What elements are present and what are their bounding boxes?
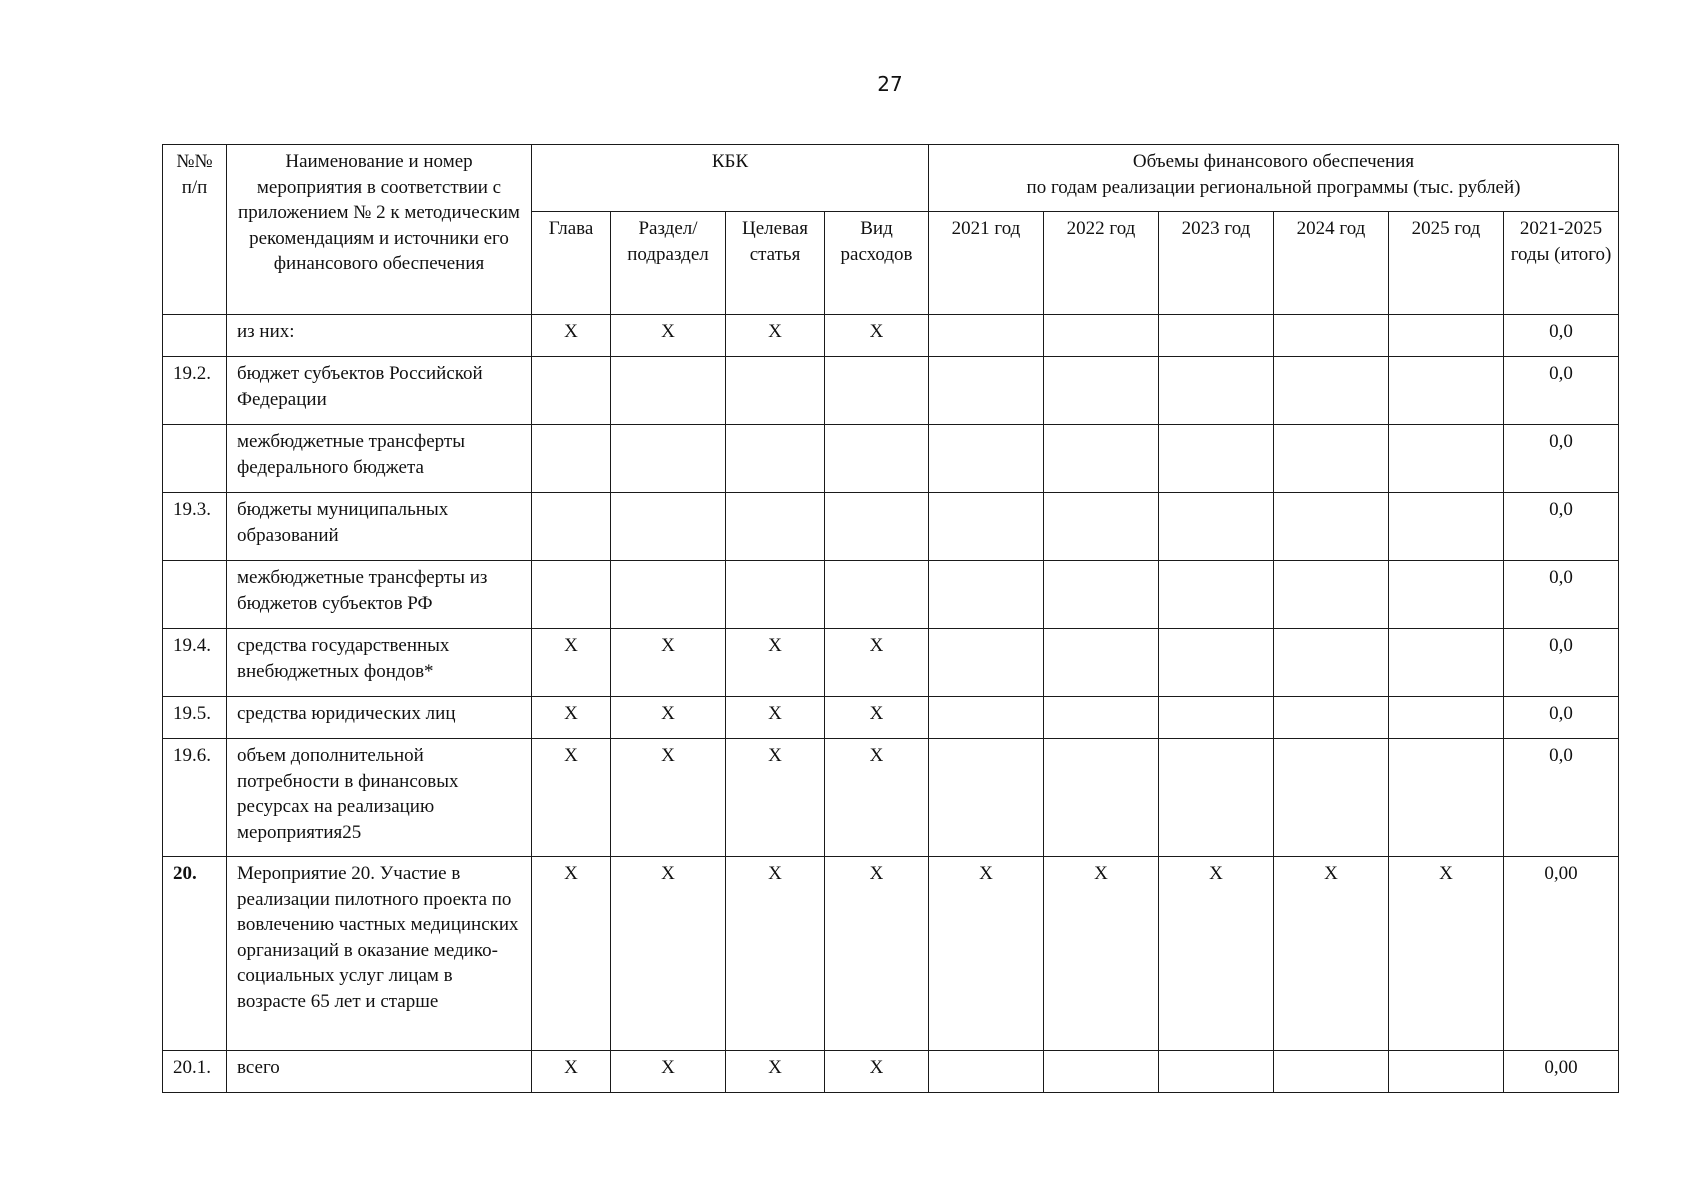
cell-total: 0,0 — [1504, 425, 1619, 493]
cell-razdel: X — [611, 697, 726, 739]
cell-2024 — [1274, 315, 1389, 357]
cell-glava — [532, 425, 611, 493]
table-row — [163, 629, 1619, 697]
cell-razdel — [611, 425, 726, 493]
row-number — [163, 315, 227, 357]
cell-razdel — [611, 357, 726, 425]
cell-razdel: X — [611, 1051, 726, 1093]
cell-2021 — [929, 629, 1044, 697]
cell-2023: X — [1159, 857, 1274, 1051]
cell-2023 — [1159, 315, 1274, 357]
row-name: объем дополнительной потребности в финансовых ресурсах на реализацию мероприятия25 — [227, 739, 532, 857]
table-row — [163, 561, 1619, 629]
row-number: 19.4. — [163, 629, 227, 697]
cell-statya: X — [726, 629, 825, 697]
cell-razdel — [611, 493, 726, 561]
row-name: бюджет субъектов Российской Федерации — [227, 357, 532, 425]
header-kbk-statya: Целевая статья — [726, 212, 825, 315]
cell-total: 0,00 — [1504, 857, 1619, 1051]
cell-total: 0,0 — [1504, 739, 1619, 857]
cell-2023 — [1159, 357, 1274, 425]
cell-statya: X — [726, 315, 825, 357]
cell-statya: X — [726, 1051, 825, 1093]
cell-vid — [825, 493, 929, 561]
cell-glava: X — [532, 315, 611, 357]
header-year-total: 2021-2025 годы (итого) — [1504, 212, 1619, 315]
cell-2023 — [1159, 739, 1274, 857]
cell-vid: X — [825, 697, 929, 739]
cell-statya — [726, 425, 825, 493]
table-row — [163, 1051, 1619, 1093]
row-number: 19.6. — [163, 739, 227, 857]
cell-2025 — [1389, 357, 1504, 425]
cell-vid: X — [825, 629, 929, 697]
funding-table — [162, 144, 1619, 1093]
cell-2022 — [1044, 315, 1159, 357]
cell-glava: X — [532, 629, 611, 697]
header-kbk-glava: Глава — [532, 212, 611, 315]
cell-statya: X — [726, 739, 825, 857]
cell-vid: X — [825, 1051, 929, 1093]
row-name: Мероприятие 20. Участие в реализации пилотного проекта по вовлечению частных медицинских организаций в оказание медико-социальных услуг лицам в возрасте 65 лет и старше — [227, 857, 532, 1051]
cell-2022 — [1044, 1051, 1159, 1093]
row-number: 19.5. — [163, 697, 227, 739]
cell-total: 0,0 — [1504, 561, 1619, 629]
cell-glava: X — [532, 739, 611, 857]
cell-statya — [726, 493, 825, 561]
cell-total: 0,0 — [1504, 697, 1619, 739]
header-name: Наименование и номер мероприятия в соответствии с приложением № 2 к методическим рекомендациям и источники его финансового обеспечения — [227, 145, 532, 315]
cell-2022 — [1044, 629, 1159, 697]
cell-2021 — [929, 357, 1044, 425]
table-row — [163, 425, 1619, 493]
cell-total: 0,0 — [1504, 357, 1619, 425]
cell-vid — [825, 357, 929, 425]
cell-vid: X — [825, 857, 929, 1051]
cell-2023 — [1159, 493, 1274, 561]
cell-2022: X — [1044, 857, 1159, 1051]
cell-2025 — [1389, 739, 1504, 857]
cell-total: 0,0 — [1504, 493, 1619, 561]
cell-2024: X — [1274, 857, 1389, 1051]
cell-2024 — [1274, 697, 1389, 739]
cell-2023 — [1159, 561, 1274, 629]
cell-glava — [532, 493, 611, 561]
row-name: межбюджетные трансферты федерального бюджета — [227, 425, 532, 493]
cell-2022 — [1044, 425, 1159, 493]
table-row — [163, 857, 1619, 1051]
header-year-2023: 2023 год — [1159, 212, 1274, 315]
cell-2024 — [1274, 629, 1389, 697]
cell-2025 — [1389, 1051, 1504, 1093]
header-volumes-line2: по годам реализации региональной программы (тыс. рублей) — [1026, 176, 1521, 198]
row-number — [163, 425, 227, 493]
cell-vid — [825, 425, 929, 493]
header-kbk: КБК — [532, 145, 929, 212]
cell-vid — [825, 561, 929, 629]
page-number: 27 — [877, 72, 903, 96]
cell-razdel: X — [611, 857, 726, 1051]
cell-vid: X — [825, 739, 929, 857]
cell-2024 — [1274, 561, 1389, 629]
cell-statya — [726, 357, 825, 425]
cell-glava: X — [532, 857, 611, 1051]
table-row — [163, 697, 1619, 739]
row-number: 19.2. — [163, 357, 227, 425]
cell-2021 — [929, 1051, 1044, 1093]
header-year-2022: 2022 год — [1044, 212, 1159, 315]
row-number: 20. — [163, 857, 227, 1051]
cell-glava — [532, 561, 611, 629]
cell-2025 — [1389, 425, 1504, 493]
header-kbk-vid: Вид расходов — [825, 212, 929, 315]
cell-glava: X — [532, 697, 611, 739]
cell-2023 — [1159, 697, 1274, 739]
cell-2021 — [929, 739, 1044, 857]
header-year-2025: 2025 год — [1389, 212, 1504, 315]
cell-2024 — [1274, 357, 1389, 425]
cell-2025 — [1389, 315, 1504, 357]
cell-2024 — [1274, 1051, 1389, 1093]
row-name: средства юридических лиц — [227, 697, 532, 739]
cell-2021: X — [929, 857, 1044, 1051]
table-row — [163, 315, 1619, 357]
cell-2021 — [929, 697, 1044, 739]
cell-glava: X — [532, 1051, 611, 1093]
table-row — [163, 739, 1619, 857]
row-name: всего — [227, 1051, 532, 1093]
cell-statya: X — [726, 697, 825, 739]
cell-razdel: X — [611, 629, 726, 697]
row-name: бюджеты муниципальных образований — [227, 493, 532, 561]
row-number: 19.3. — [163, 493, 227, 561]
cell-statya — [726, 561, 825, 629]
cell-2025 — [1389, 697, 1504, 739]
cell-2025: X — [1389, 857, 1504, 1051]
cell-2022 — [1044, 357, 1159, 425]
header-num: №№ п/п — [163, 145, 227, 315]
cell-total: 0,0 — [1504, 315, 1619, 357]
table-row — [163, 357, 1619, 425]
cell-2024 — [1274, 425, 1389, 493]
cell-2021 — [929, 493, 1044, 561]
row-name: средства государственных внебюджетных фондов* — [227, 629, 532, 697]
table-row — [163, 493, 1619, 561]
cell-2023 — [1159, 425, 1274, 493]
table-header — [163, 145, 1619, 315]
cell-2022 — [1044, 493, 1159, 561]
cell-razdel: X — [611, 739, 726, 857]
cell-2023 — [1159, 1051, 1274, 1093]
cell-2022 — [1044, 739, 1159, 857]
header-volumes-line1: Объемы финансового обеспечения — [1132, 151, 1415, 172]
cell-2023 — [1159, 629, 1274, 697]
cell-2022 — [1044, 697, 1159, 739]
cell-glava — [532, 357, 611, 425]
row-name: межбюджетные трансферты из бюджетов субъектов РФ — [227, 561, 532, 629]
header-year-2021: 2021 год — [929, 212, 1044, 315]
header-kbk-razdel: Раздел/ подраздел — [611, 212, 726, 315]
cell-razdel: X — [611, 315, 726, 357]
row-name: из них: — [227, 315, 532, 357]
cell-2024 — [1274, 739, 1389, 857]
header-volumes — [929, 145, 1619, 212]
cell-2025 — [1389, 561, 1504, 629]
header-year-2024: 2024 год — [1274, 212, 1389, 315]
cell-2025 — [1389, 493, 1504, 561]
cell-2022 — [1044, 561, 1159, 629]
cell-vid: X — [825, 315, 929, 357]
cell-total: 0,0 — [1504, 629, 1619, 697]
cell-2025 — [1389, 629, 1504, 697]
cell-razdel — [611, 561, 726, 629]
table-body — [163, 315, 1619, 1093]
cell-statya: X — [726, 857, 825, 1051]
cell-2024 — [1274, 493, 1389, 561]
row-number: 20.1. — [163, 1051, 227, 1093]
cell-total: 0,00 — [1504, 1051, 1619, 1093]
row-number — [163, 561, 227, 629]
cell-2021 — [929, 425, 1044, 493]
cell-2021 — [929, 315, 1044, 357]
cell-2021 — [929, 561, 1044, 629]
